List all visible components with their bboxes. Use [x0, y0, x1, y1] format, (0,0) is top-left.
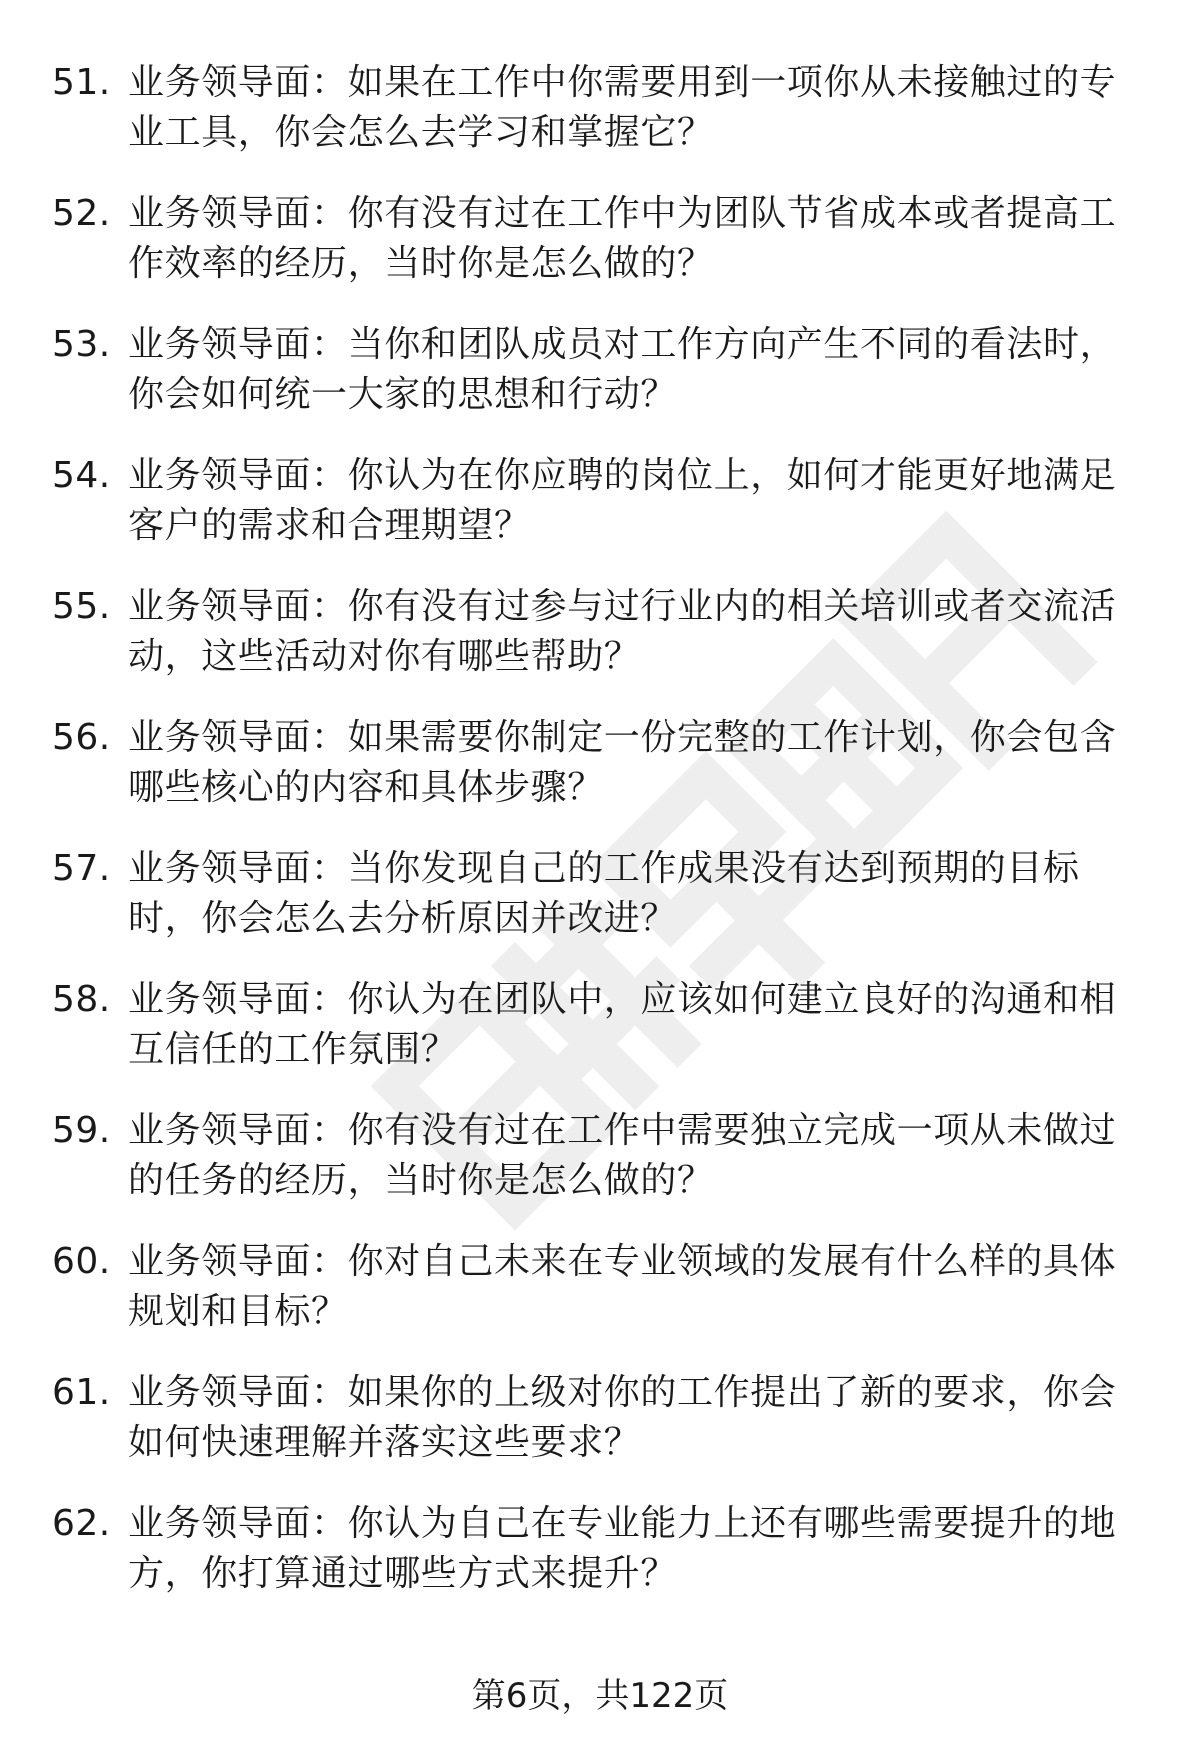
question-item-62 [52, 1499, 1148, 1630]
question-number: 55. [52, 586, 111, 627]
question-number: 53. [52, 324, 111, 365]
question-number: 52. [52, 193, 111, 234]
question-text: 业务领导面：当你和团队成员对工作方向产生不同的看法时，你会如何统一大家的思想和行动？ [128, 324, 1117, 415]
question-text: 业务领导面：你认为在团队中，应该如何建立良好的沟通和相互信任的工作氛围？ [128, 979, 1117, 1070]
question-text: 业务领导面：你有没有过在工作中需要独立完成一项从未做过的任务的经历，当时你是怎么做的？ [128, 1110, 1117, 1201]
question-item-59 [52, 1106, 1148, 1237]
question-text: 业务领导面：如果你的上级对你的工作提出了新的要求，你会如何快速理解并落实这些要求？ [128, 1372, 1117, 1463]
question-number: 54. [52, 455, 111, 496]
question-item-57 [52, 844, 1148, 975]
question-text: 业务领导面：你认为自己在专业能力上还有哪些需要提升的地方，你打算通过哪些方式来提升？ [128, 1503, 1117, 1594]
question-number: 58. [52, 979, 111, 1020]
question-item-56 [52, 713, 1148, 844]
question-number: 60. [52, 1241, 111, 1282]
question-text: 业务领导面：你有没有过在工作中为团队节省成本或者提高工作效率的经历，当时你是怎么做的？ [128, 193, 1117, 284]
question-text: 业务领导面：当你发现自己的工作成果没有达到预期的目标时，你会怎么去分析原因并改进？ [128, 848, 1080, 939]
question-number: 56. [52, 717, 111, 758]
question-item-60 [52, 1237, 1148, 1368]
question-item-61 [52, 1368, 1148, 1499]
question-text: 业务领导面：你对自己未来在专业领域的发展有什么样的具体规划和目标？ [128, 1241, 1117, 1332]
page-footer [0, 1673, 1200, 1719]
question-item-58 [52, 975, 1148, 1106]
question-number: 57. [52, 848, 111, 889]
page-number-label: 第6页，共122页 [471, 1676, 729, 1716]
question-number: 62. [52, 1503, 111, 1544]
question-number: 59. [52, 1110, 111, 1151]
question-number: 51. [52, 62, 111, 103]
question-text: 业务领导面：你有没有过参与过行业内的相关培训或者交流活动，这些活动对你有哪些帮助？ [128, 586, 1117, 677]
question-item-54 [52, 451, 1148, 582]
question-number: 61. [52, 1372, 111, 1413]
question-item-52 [52, 189, 1148, 320]
question-item-55 [52, 582, 1148, 713]
question-text: 业务领导面：如果需要你制定一份完整的工作计划，你会包含哪些核心的内容和具体步骤？ [128, 717, 1117, 808]
question-text: 业务领导面：你认为在你应聘的岗位上，如何才能更好地满足客户的需求和合理期望？ [128, 455, 1117, 546]
question-item-51 [52, 58, 1148, 189]
question-text: 业务领导面：如果在工作中你需要用到一项你从未接触过的专业工具，你会怎么去学习和掌握它？ [128, 62, 1117, 153]
question-item-53 [52, 320, 1148, 451]
question-list [52, 58, 1148, 1630]
